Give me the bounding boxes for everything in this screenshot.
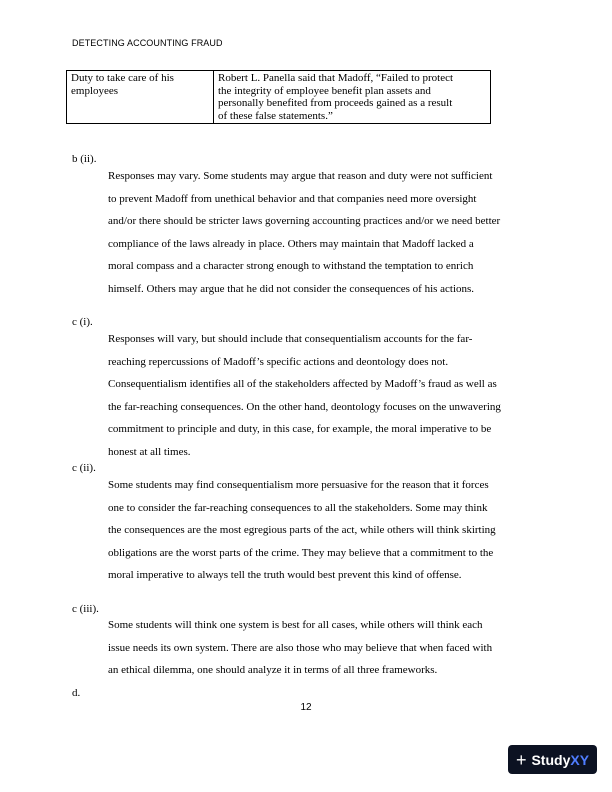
body-line: obligations are the worst parts of the crime. They may believe that a commitment to the [108, 546, 494, 559]
body-line: issue needs its own system. There are also those who may believe that when faced with [108, 641, 493, 654]
section-label-b-ii: b (ii). [72, 153, 97, 165]
studyxy-badge[interactable] [508, 745, 597, 774]
body-line: the far-reaching consequences. On the other hand, deontology focuses on the unwavering [108, 400, 501, 413]
section-body-c-i [108, 328, 544, 464]
section-label-d: d. [72, 687, 81, 699]
body-line: and/or there should be stricter laws governing accounting practices and/or we need better [108, 215, 501, 228]
section-label-c-ii: c (ii). [72, 462, 96, 474]
running-header: DETECTING ACCOUNTING FRAUD [72, 38, 223, 48]
table-row [67, 71, 491, 124]
cell-line: employees [71, 84, 119, 97]
cell-line: Duty to take care of his [71, 72, 174, 84]
section-body-c-ii [108, 474, 544, 587]
body-line: an ethical dilemma, one should analyze it in terms of all three frameworks. [108, 664, 438, 677]
section-body-b-ii [108, 165, 544, 301]
table-cell-duty [67, 71, 214, 124]
body-line: commitment to principle and duty, in this case, for example, the moral imperative to be [108, 423, 492, 436]
badge-text: Study [531, 751, 571, 768]
badge-accent-text: XY [570, 751, 590, 768]
cell-line: of these false statements.” [218, 109, 333, 122]
section-label-c-iii: c (iii). [72, 603, 99, 615]
body-line: reaching repercussions of Madoff’s specific actions and deontology does not. [108, 355, 449, 368]
cell-line: Robert L. Panella said that Madoff, “Failed to protect [218, 72, 454, 84]
body-line: the consequences are the most egregious parts of the act, while others will think skirting [108, 524, 496, 537]
body-line: one to consider the far-reaching consequences to all the stakeholders. Some may think [108, 501, 488, 514]
duty-table [66, 70, 491, 124]
body-line: honest at all times. [108, 445, 191, 458]
body-line: himself. Others may argue that he did not consider the consequences of his actions. [108, 282, 475, 295]
page-number: 12 [300, 702, 312, 713]
body-line: moral compass and a character strong enough to withstand the temptation to enrich [108, 260, 474, 273]
cell-line: the integrity of employee benefit plan assets and [218, 84, 431, 97]
section-label-c-i: c (i). [72, 316, 93, 328]
section-body-c-iii [108, 614, 544, 682]
body-line: Some students may find consequentialism more persuasive for the reason that it forces [108, 479, 489, 491]
body-line: Some students will think one system is best for all cases, while others will think each [108, 619, 483, 631]
plus-icon: + [515, 749, 527, 770]
body-line: Responses will vary, but should include that consequentialism accounts for the far- [108, 333, 473, 345]
body-line: Responses may vary. Some students may argue that reason and duty were not sufficient [108, 170, 493, 182]
table-cell-quote [214, 71, 491, 124]
body-line: moral imperative to always tell the truth would best prevent this kind of offense. [108, 569, 462, 582]
body-line: to prevent Madoff from unethical behavior and that companies need more oversight [108, 192, 477, 205]
body-line: compliance of the laws already in place. Others may maintain that Madoff lacked a [108, 237, 474, 250]
cell-line: personally benefited from proceeds gained as a result [218, 97, 453, 109]
body-line: Consequentialism identifies all of the stakeholders affected by Madoff’s fraud as well as [108, 378, 497, 391]
